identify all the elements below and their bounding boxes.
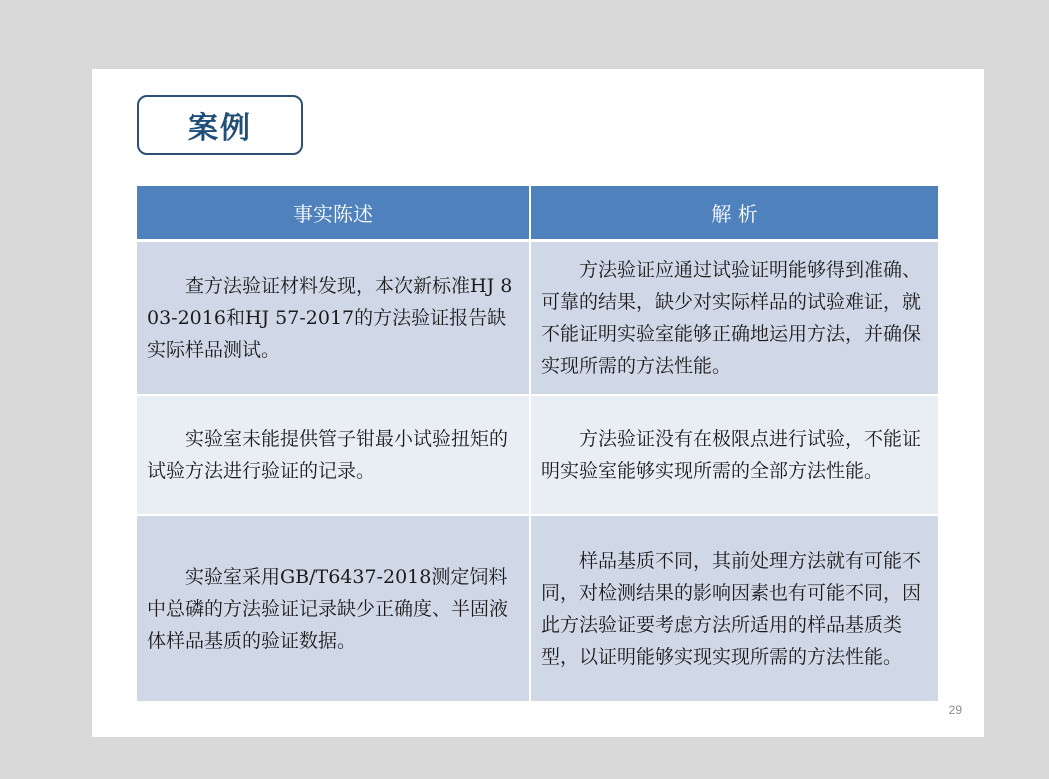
table-row bbox=[137, 515, 938, 702]
table-row bbox=[137, 395, 938, 515]
slide-page bbox=[92, 69, 984, 737]
fact-cell: 查方法验证材料发现，本次新标准HJ 803-2016和HJ 57-2017的方法验证报告缺实际样品测试。 bbox=[137, 241, 530, 396]
analysis-cell: 方法验证应通过试验证明能够得到准确、可靠的结果，缺少对实际样品的试验难证，就不能证明实验室能够正确地运用方法，并确保实现所需的方法性能。 bbox=[530, 241, 938, 396]
header-fact: 事实陈述 bbox=[137, 186, 530, 241]
header-analysis: 解 析 bbox=[530, 186, 938, 241]
analysis-cell: 方法验证没有在极限点进行试验，不能证明实验室能够实现所需的全部方法性能。 bbox=[530, 395, 938, 515]
analysis-cell: 样品基质不同，其前处理方法就有可能不同，对检测结果的影响因素也有可能不同，因此方法验证要考虑方法所适用的样品基质类型，以证明能够实现实现所需的方法性能。 bbox=[530, 515, 938, 702]
fact-cell: 实验室采用GB/T6437-2018测定饲料中总磷的方法验证记录缺少正确度、半固液体样品基质的验证数据。 bbox=[137, 515, 530, 702]
slide-title-box bbox=[137, 95, 303, 155]
table-header-row bbox=[137, 186, 938, 241]
slide-title: 案例 bbox=[188, 111, 252, 146]
table-row bbox=[137, 241, 938, 396]
page-number: 29 bbox=[948, 703, 962, 717]
case-table bbox=[137, 186, 938, 703]
fact-cell: 实验室未能提供管子钳最小试验扭矩的试验方法进行验证的记录。 bbox=[137, 395, 530, 515]
